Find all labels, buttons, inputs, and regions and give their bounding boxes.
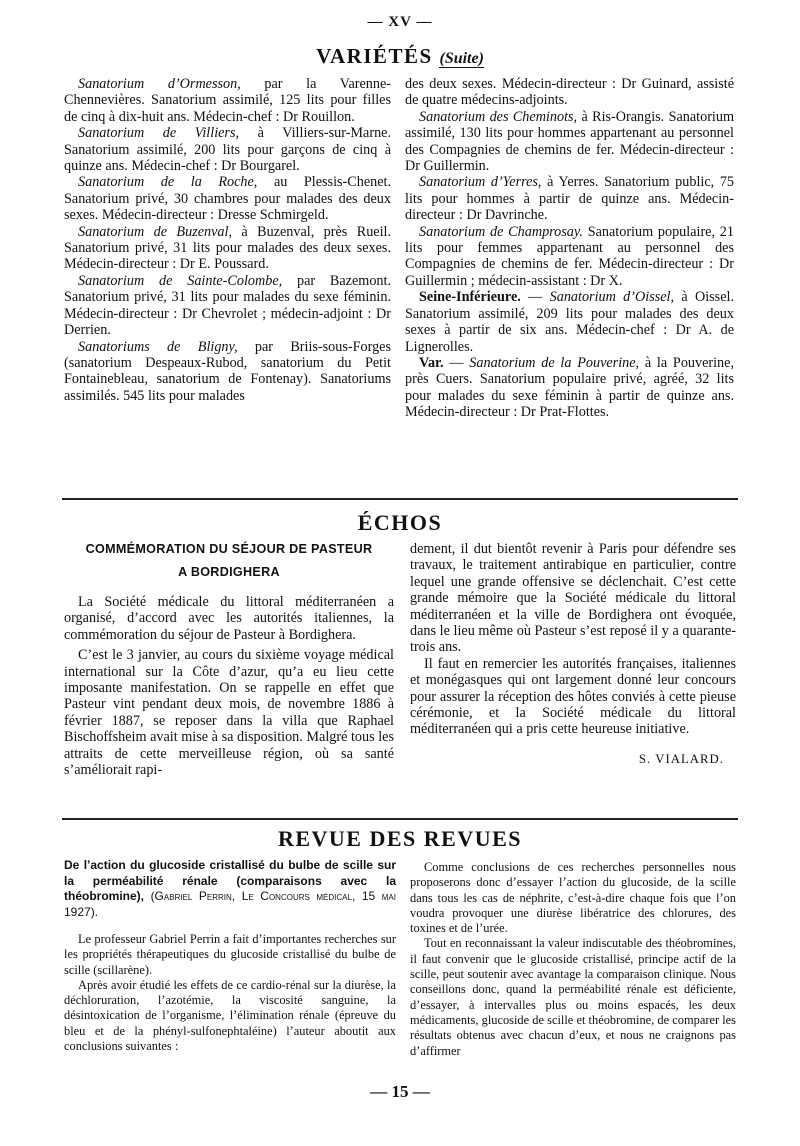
revue-paragraph-2: Après avoir étudié les effets de ce cardio-rénal sur la diurèse, la déchloruration, l’azotémie, la viscosité sanguine, la désintoxication de l’organisme, l’élimination rénale (épreuve du bleu et de la phényl-sulfonephtaléine) l’auteur aboutit aux conclusions suivantes :: [64, 977, 396, 1054]
entry-oissel: Seine-Inférieure. — Sanatorium d’Oissel, à Oissel. Sanatorium assimilé, 209 lits pour malades des deux sexes à partir de six ans. Médecin-chef : Dr A. de Lignerolles.: [405, 289, 734, 355]
revue-paragraph-3: Comme conclusions de ces recherches personnelles nous proposerons donc d’essayer l’action du glucoside, de la scille dans tous les cas de néphrite, c’est-à-dire chaque fois que l’on voudra provoquer une diurèse libératrice des chlorures, des toxines et de l’urée.: [410, 860, 736, 936]
varietes-subtitle: (Suite): [439, 50, 484, 67]
echos-paragraph-1: La Société médicale du littoral méditerranéen a organisé, d’accord avec les autorités italiennes, la commémoration du séjour de Pasteur à Bordighera.: [64, 594, 394, 643]
echos-signature: S. VIALARD.: [638, 751, 724, 766]
echos-paragraph-2: C’est le 3 janvier, au cours du sixième voyage médical international sur la Côte d’azur, qu’a eu lieu cette imposante manifestation. On se rappelle en effet que Pasteur vint pendant deux mois, de novembre 1886 à février 1887, se reposer dans la villa que Raphael Bischoffsheim avait mise à sa disposition. Malgré tous les attraits de cette merveilleuse région, où sa santé s’améliorait rapi-: [64, 647, 394, 779]
page-roman-numeral: — XV —: [367, 14, 433, 30]
entry-pouverine: Var. — Sanatorium de la Pouverine, à la Pouverine, près Cuers. Sanatorium populaire privé, agréé, 32 lits pour malades du sexe féminin à partir de quinze ans. Médecin-directeur : Dr Prat-Flottes.: [405, 354, 734, 421]
section-divider-2: [62, 818, 738, 820]
page-number: — 15 —: [370, 1082, 430, 1101]
entry-yerres: Sanatorium d’Yerres, à Yerres. Sanatorium public, 75 lits pour hommes à partir de quinze ans. Médecin-directeur : Dr Davrinche.: [405, 174, 735, 224]
entry-ormesson: Sanatorium d’Ormesson, par la Varenne-Chennevières. Sanatorium assimilé, 125 lits pour filles de cinq à dix-huit ans. Médecin-chef : Dr Rouillon.: [64, 76, 391, 125]
echos-paragraph-3: dement, il dut bientôt revenir à Paris pour défendre ses travaux, le traitement antirabique en particulier, contre lequel une grande offensive se déclenchait. C’est cette grande mémoire que la Société médicale du littoral méditerranéen et la ville de Bordighera ont évoquée, dans le lieu même où Pasteur s’est reposé il y a quarante-trois ans.: [410, 541, 736, 656]
echos-title: ÉCHOS: [357, 510, 443, 535]
section-divider: [62, 498, 738, 500]
echos-paragraph-4: Il faut en remercier les autorités françaises, italiennes et monégasques qui ont largement donné leur concours pour assurer la réception des hôtes conviés à cette pieuse cérémonie, et la Société médicale du littoral méditerranéen qui a pris cette heureuse initiative.: [410, 655, 736, 738]
entry-villiers: Sanatorium de Villiers, à Villiers-sur-Marne. Sanatorium assimilé, 200 lits pour garçons de cinq à quinze ans. Médecin-chef : Dr Bourgarel.: [64, 125, 392, 175]
entry-champrosay: Sanatorium de Champrosay. Sanatorium populaire, 21 lits pour femmes appartenant au personnel des Compagnies de chemins de fer. Médecin-directeur : Dr Guillermin ; médecin-assistant : Dr X.: [405, 223, 734, 289]
echos-subtitle: COMMÉMORATION DU SÉJOUR DE PASTEUR A BORDIGHERA: [85, 542, 373, 579]
varietes-left-column: [64, 76, 391, 404]
revue-left-column: [64, 858, 396, 1054]
varietes-heading: [0, 44, 800, 69]
entry-bligny: Sanatoriums de Bligny, par Briis-sous-Forges (sanatorium Despeaux-Rubod, sanatorium du Petit Fontainebleau, sanatorium de Fontenay). Sanatoriums assimilés. 545 lits pour malades: [64, 338, 391, 404]
entry-la-roche: Sanatorium de la Roche, au Plessis-Chenet. Sanatorium privé, 30 chambres pour malades des deux sexes. Médecin-directeur : Dresse Schmirgeld.: [64, 174, 391, 224]
revue-right-column: [410, 860, 736, 1059]
echos-left-column: [64, 538, 394, 778]
entry-cheminots: Sanatorium des Cheminots, à Ris-Orangis. Sanatorium assimilé, 130 lits pour hommes appartenant au personnel des Compagnies de chemins de fer. Médecin-directeur : Dr Guillermin.: [405, 108, 734, 175]
revue-title: REVUE DES REVUES: [277, 826, 523, 851]
entry-sainte-colombe: Sanatorium de Sainte-Colombe, par Bazemont. Sanatorium privé, 31 lits pour malades du sexe féminin. Médecin-directeur : Dr Chevrolet ; médecin-adjoint : Dr Derrien.: [64, 272, 391, 339]
revue-article-heading: De l’action du glucoside cristallisé du bulbe de scille sur la perméabilité rénale (comparaisons avec la théobromine), (Gabriel Perrin, Le Concours médical, 15 mai 1927).: [64, 858, 396, 919]
echos-right-column: [410, 541, 736, 767]
varietes-title: VARIÉTÉS: [316, 44, 433, 68]
revue-paragraph-1: Le professeur Gabriel Perrin a fait d’importantes recherches sur les propriétés thérapeutiques du glucoside cristallisé du bulbe de scille (scillarène).: [64, 932, 396, 977]
varietes-right-column: [405, 76, 734, 421]
entry-bligny-continued: des deux sexes. Médecin-directeur : Dr Guinard, assisté de quatre médecins-adjoints.: [405, 76, 734, 109]
revue-paragraph-4: Tout en reconnaissant la valeur indiscutable des théobromines, il faut convenir que le glucoside cristallisé, principe actif de la scille, peut soutenir avec avantage la comparaison clinique. Nous conseillons donc, quand la perméabilité rénale est déficiente, d’essayer, à intervalles plus ou moins espacés, les deux médicaments, glucoside de scille et théobromine, de comparer les résultats obtenus avec chacun d’eux, et nous ne craignons pas d’affirmer: [410, 936, 736, 1058]
entry-buzenval: Sanatorium de Buzenval, à Buzenval, près Rueil. Sanatorium privé, 31 lits pour malades des deux sexes. Médecin-directeur : Dr E. Poussard.: [64, 223, 392, 273]
